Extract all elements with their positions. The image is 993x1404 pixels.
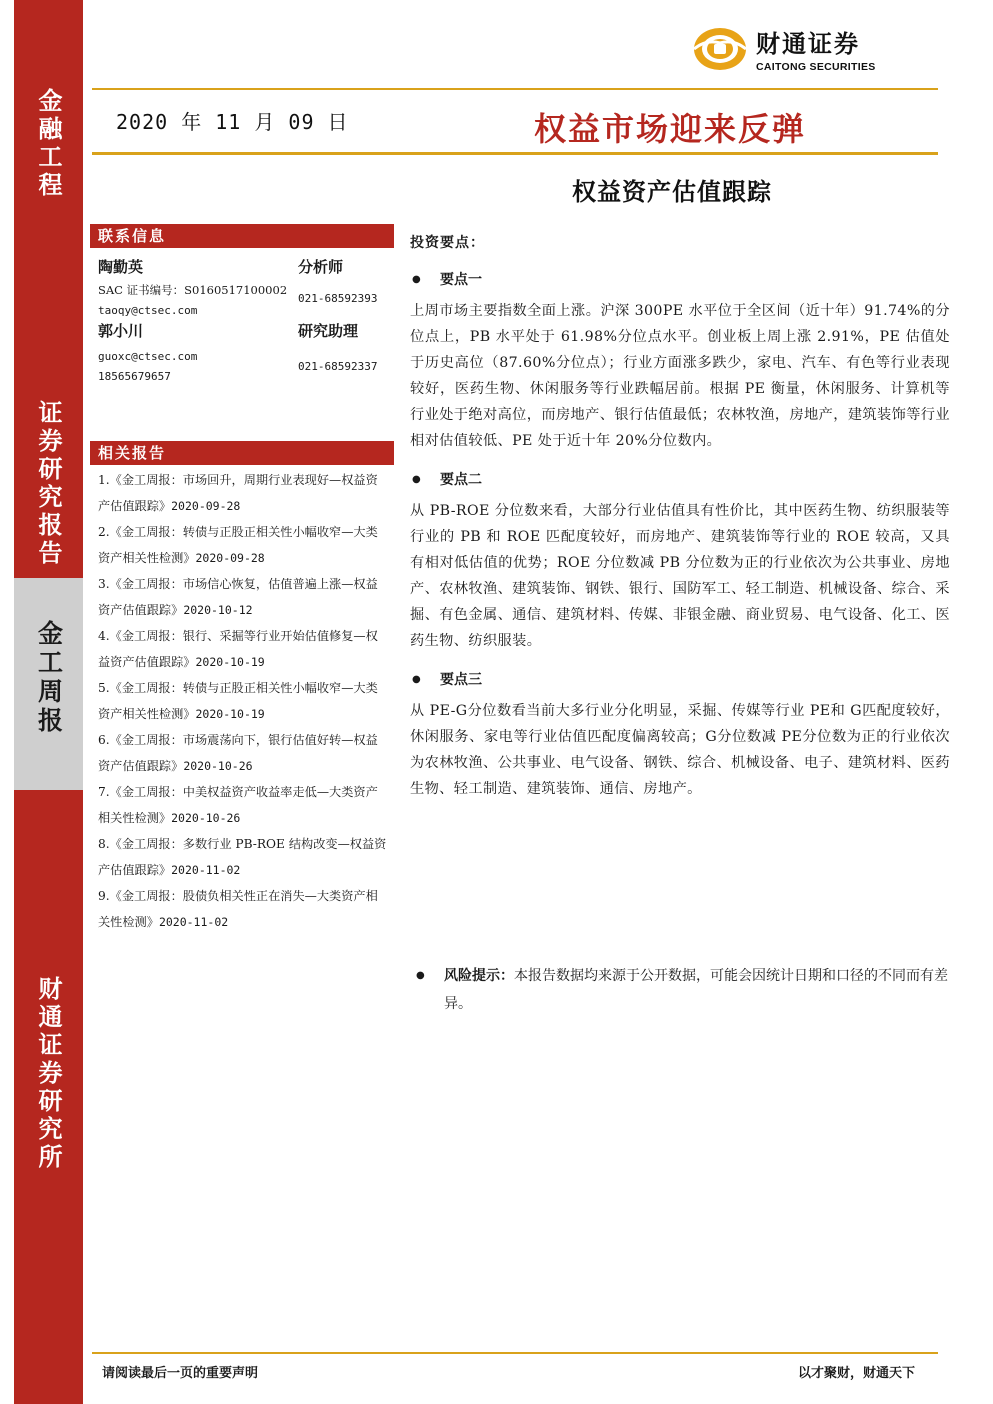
point2-body: 从 PB-ROE 分位数来看，大部分行业估值具有性价比，其中医药生物、纺织服装等行业的 PB 和 ROE 匹配度较好，而房地产、建筑装饰等行业的 ROE 较高，又具有相对低估值的优势；ROE 分位数减 PB 分位数为正的行业依次为公共事业、房地产、农林牧渔、建筑装饰、钢铁、银行、国防军工、轻工制造、机械设备、综合、采掘、有色金属、通信、建筑材料、传媒、非银金融、商业贸易、电气设备、化工、医药生物、纺织服装。 xyxy=(410,503,950,649)
point2-title: ● 要点二 xyxy=(410,466,950,494)
related-report-item[interactable]: 1.《金工周报：市场回升，周期行业表现好—权益资产估值跟踪》2020-09-28 xyxy=(98,473,378,513)
header-rule-bottom xyxy=(92,152,938,155)
point3-title: ● 要点三 xyxy=(410,666,950,694)
footer-disclaimer-note: 请阅读最后一页的重要声明 xyxy=(102,1366,259,1381)
analyst-phone: 021-68592393 xyxy=(298,292,378,305)
related-report-item[interactable]: 9.《金工周报：股债负相关性正在消失—大类资产相关性检测》2020-11-02 xyxy=(98,889,378,929)
related-report-item[interactable]: 7.《金工周报：中美权益资产收益率走低—大类资产相关性检测》2020-10-26 xyxy=(98,785,378,825)
analyst-cert: SAC 证书编号：S0160517100002 xyxy=(98,283,288,297)
contact-heading: 联系信息 xyxy=(90,224,394,248)
risk-warning xyxy=(416,962,950,1018)
point3-body: 从 PE-G分位数看当前大多行业分化明显，采掘、传媒等行业 PE和 G匹配度较好，休闲服务、家电等行业估值匹配度偏离较高；G分位数减 PE分位数为正的行业依次为农林牧渔、公共事业、电气设备、钢铁、综合、机械设备、电子、建筑材料、医药生物、轻工制造、建筑装饰、通信、房地产。 xyxy=(410,703,950,797)
side-band-middle xyxy=(14,578,83,790)
related-report-list xyxy=(98,467,388,935)
caitong-logo-icon xyxy=(692,25,748,73)
side-label-financial-engineering: 金融工程 xyxy=(34,88,63,200)
side-label-institute: 财通证券研究所 xyxy=(34,976,63,1172)
related-report-item[interactable]: 2.《金工周报：转债与正股正相关性小幅收窄—大类资产相关性检测》2020-09-28 xyxy=(98,525,378,565)
risk-label: 风险提示： xyxy=(444,968,514,984)
assistant-email[interactable]: guoxc@ctsec.com xyxy=(98,350,198,363)
page-title: 权益市场迎来反弹 xyxy=(534,110,807,148)
related-report-item[interactable]: 4.《金工周报：银行、采掘等行业开始估值修复—权益资产估值跟踪》2020-10-19 xyxy=(98,629,378,669)
analyst-name: 陶勤英 xyxy=(98,258,144,276)
related-report-item[interactable]: 8.《金工周报：多数行业 PB-ROE 结构改变—权益资产估值跟踪》2020-11-02 xyxy=(98,837,387,877)
risk-body: 本报告数据均来源于公开数据，可能会因统计日期和口径的不同而有差异。 xyxy=(444,968,948,1012)
bullet-icon: ● xyxy=(416,970,425,981)
footer-slogan: 以才聚财，财通天下 xyxy=(798,1366,916,1381)
brand-name-cn: 财通证券 xyxy=(756,30,860,58)
assistant-role: 研究助理 xyxy=(298,322,359,340)
side-label-research-report: 证券研究报告 xyxy=(34,400,63,568)
related-report-item[interactable]: 5.《金工周报：转债与正股正相关性小幅收窄—大类资产相关性检测》2020-10-19 xyxy=(98,681,378,721)
investment-points-heading: 投资要点： xyxy=(410,235,485,251)
analyst-email[interactable]: taoqy@ctsec.com xyxy=(98,304,198,317)
assistant-mobile: 18565679657 xyxy=(98,370,171,383)
point1-title: ● 要点一 xyxy=(410,266,950,294)
brand-name-en: CAITONG SECURITIES xyxy=(756,61,876,73)
side-label-weekly: 金工周报 xyxy=(34,620,64,736)
point1-body: 上周市场主要指数全面上涨。沪深 300PE 水平位于全区间（近十年）91.74%的分位点上，PB 水平处于 61.98%分位点水平。创业板上周上涨 2.91%，PE 估值处于历史高位（87.60%分位点）；行业方面涨多跌少，家电、汽车、有色等行业表现较好，医药生物、休闲服务等行业跌幅居前。根据 PE 衡量，休闲服务、计算机等行业处于绝对高位，而房地产、银行估值最低；农林牧渔，房地产，建筑装饰等行业相对估值较低、PE 处于近十年 20%分位数内。 xyxy=(410,303,950,449)
report-date: 2020 年 11 月 09 日 xyxy=(116,110,349,134)
brand-logo xyxy=(692,24,876,73)
page-subtitle: 权益资产估值跟踪 xyxy=(572,177,772,206)
assistant-name: 郭小川 xyxy=(98,322,144,340)
related-report-item[interactable]: 6.《金工周报：市场震荡向下，银行估值好转—权益资产估值跟踪》2020-10-26 xyxy=(98,733,378,773)
side-band-top xyxy=(14,0,83,578)
header-rule-top xyxy=(92,88,938,90)
related-heading: 相关报告 xyxy=(90,441,394,465)
investment-points xyxy=(410,232,950,814)
assistant-phone: 021-68592337 xyxy=(298,360,378,373)
related-report-item[interactable]: 3.《金工周报：市场信心恢复，估值普遍上涨—权益资产估值跟踪》2020-10-12 xyxy=(98,577,378,617)
side-band-bottom xyxy=(14,790,83,1404)
analyst-role: 分析师 xyxy=(298,258,344,276)
footer-rule xyxy=(92,1352,938,1354)
